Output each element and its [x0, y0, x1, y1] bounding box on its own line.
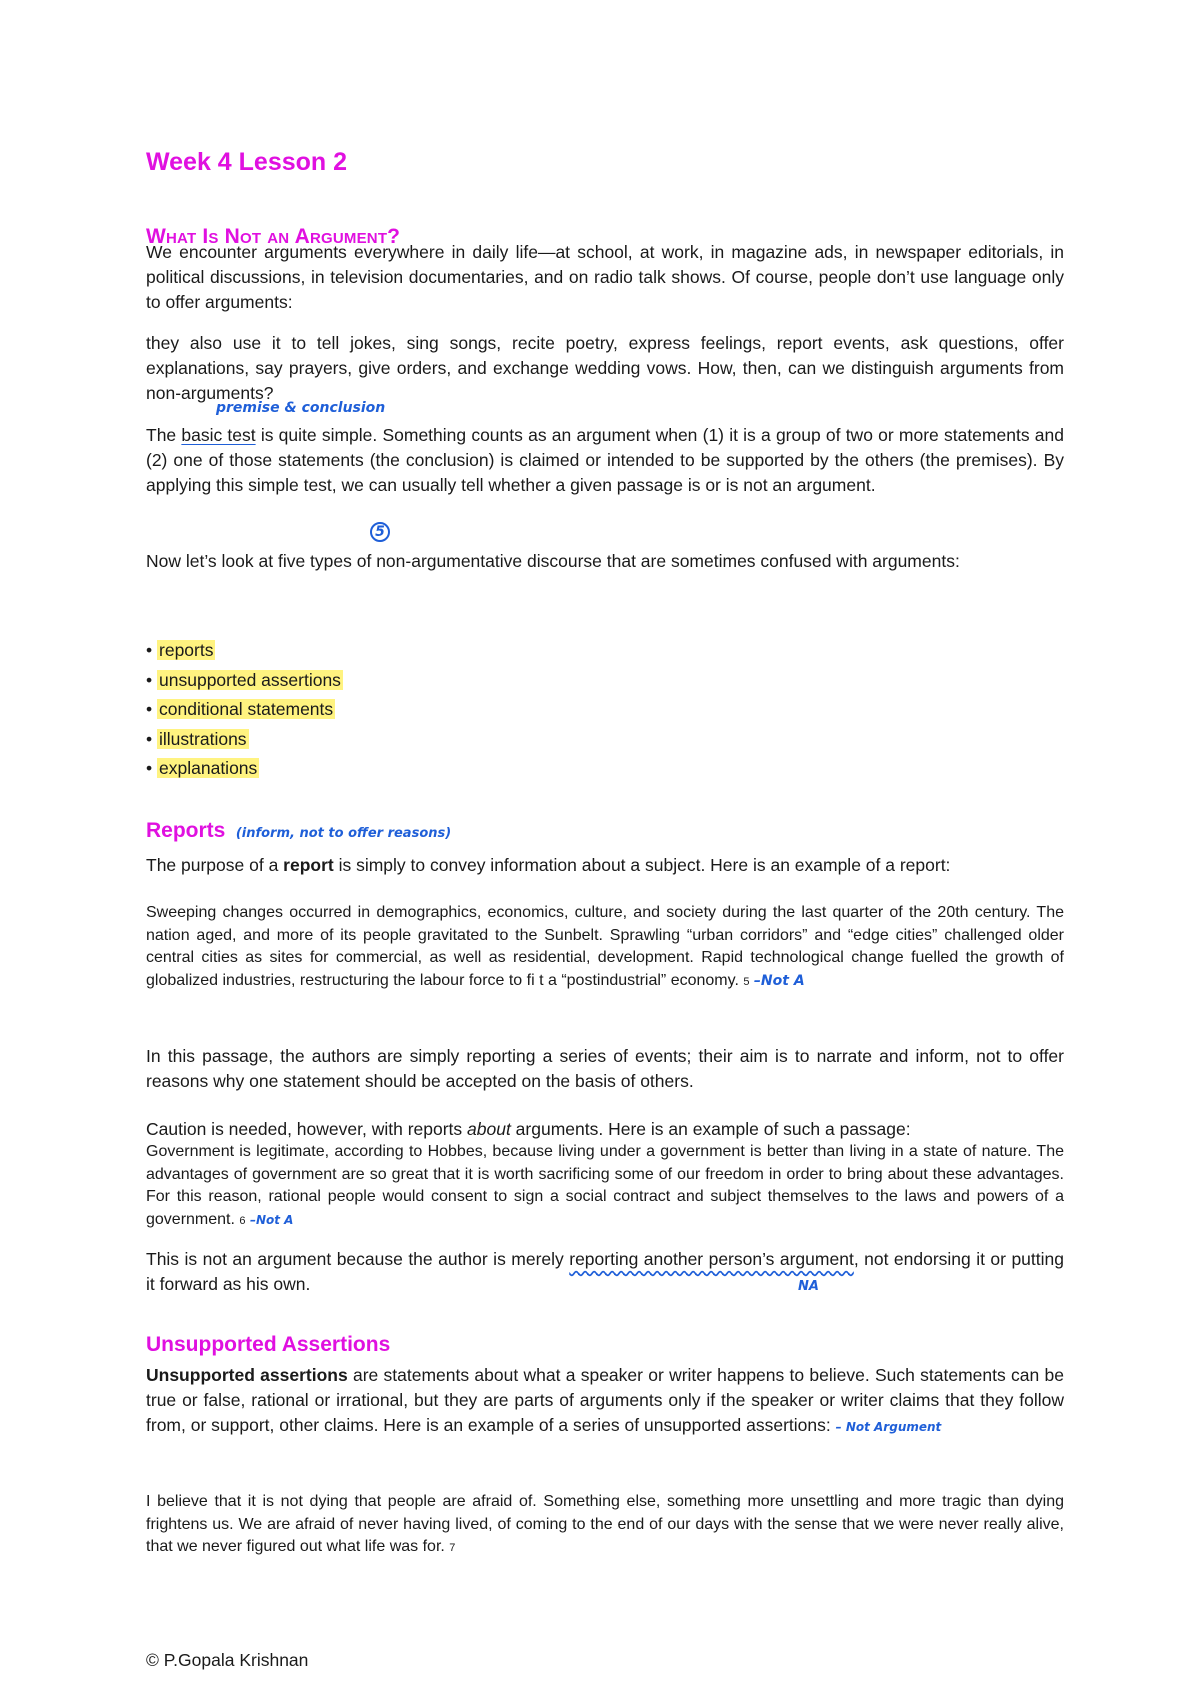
paragraph-report-purpose: The purpose of a report is simply to convey information about a subject. Here is an example of a report:: [146, 855, 951, 875]
handwritten-note-not-a-2: –Not A: [249, 1212, 294, 1227]
list-item: • conditional statements: [146, 699, 334, 719]
quote-report-example: Sweeping changes occurred in demographics, economics, culture, and society during the last quarter of the 20th century. The nation aged, and more of its people gravitated to the Sunbelt. Sprawling “urban corridors” and “edge cities” challenged older central cities as sites for commercial, as well as residential, development. Rapid technological change fuelled the growth of globalized industries, restructuring the labour force to fi t a “postindustrial” economy. 5 –Not A: [146, 904, 1064, 989]
list-item: • illustrations: [146, 728, 247, 749]
handwritten-note-five: 5: [370, 522, 390, 542]
handwritten-note-na: NA: [798, 1279, 819, 1294]
paragraph-unsupported-assertions: Unsupported assertions are statements about what a speaker or writer happens to believe. Such statements can be true or false, rational or irrational, but they are parts of arguments only if the speaker or writer claims that they follow from, or support, other claims. Here is an example of a series of unsupported assertions: – Not Argument: [146, 1365, 1064, 1435]
list-item: • explanations: [146, 758, 258, 778]
section-heading-unsupported-assertions: Unsupported Assertions: [146, 1333, 391, 1356]
handwritten-note-premise-conclusion: premise & conclusion: [216, 400, 386, 416]
list-item: • unsupported assertions: [146, 669, 341, 690]
paragraph-reporting-argument: This is not an argument because the author is merely reporting another person’s argument, not endorsing it or putting it forward as his own.: [146, 1249, 1064, 1294]
page-title: Week 4 Lesson 2: [146, 148, 348, 176]
underlined-reporting-phrase: reporting another person’s argument: [569, 1249, 854, 1269]
quote-hobbes-example: Government is legitimate, according to Hobbes, because living under a government is better than living in a state of nature. The advantages of government are so great that it is worth sacrificing some of our freedom in order to bring about these advantages. For this reason, rational people would consent to sign a social contract and subject themselves to the laws and powers of a government. 6 –Not A: [146, 1143, 1064, 1228]
section-heading-what-is-not-argument: What Is Not an Argument?: [146, 225, 401, 248]
paragraph-intro: We encounter arguments everywhere in daily life—at school, at work, in magazine ads, in newspaper editorials, in political discussions, in television documentaries, and on radio talk shows. Of course, people don’t use language only to offer arguments:: [146, 242, 1064, 312]
paragraph-language-uses: they also use it to tell jokes, sing songs, recite poetry, express feelings, report events, ask questions, offer explanations, say prayers, give orders, and exchange wedding vows. How, then, can we distinguish arguments from non-arguments?: [146, 333, 1064, 403]
paragraph-caution: Caution is needed, however, with reports about arguments. Here is an example of such a passage:: [146, 1119, 911, 1139]
quote-unsupported-example: I believe that it is not dying that people are afraid of. Something else, something more unsettling and more tragic than dying frightens us. We are afraid of never having lived, of coming to the end of our days with the sense that we were never really alive, that we never figured out what life was for. 7: [146, 1493, 1064, 1555]
paragraph-report-comment: In this passage, the authors are simply reporting a series of events; their aim is to narrate and inform, not to offer reasons why one statement should be accepted on the basis of others.: [146, 1046, 1064, 1091]
section-heading-reports: Reports: [146, 819, 226, 842]
handwritten-note-not-a: –Not A: [753, 972, 805, 989]
reports-heading-row: [146, 819, 451, 843]
underlined-basic-test: basic test: [181, 425, 256, 445]
handwritten-note-reports: (inform, not to offer reasons): [235, 826, 452, 841]
footer-copyright: © P.Gopala Krishnan: [146, 1650, 309, 1670]
paragraph-basic-test: The basic test is quite simple. Something counts as an argument when (1) it is a group of two or more statements and (2) one of those statements (the conclusion) is claimed or intended to be supported by the others (the premises). By applying this simple test, we can usually tell whether a given passage is or is not an argument.: [146, 425, 1064, 495]
non-argument-types-list: [146, 636, 343, 784]
list-item: • reports: [146, 640, 214, 660]
handwritten-note-not-argument: – Not Argument: [835, 1420, 942, 1434]
paragraph-five-types: Now let’s look at five types of non-argumentative discourse that are sometimes confused with arguments:: [146, 551, 960, 571]
